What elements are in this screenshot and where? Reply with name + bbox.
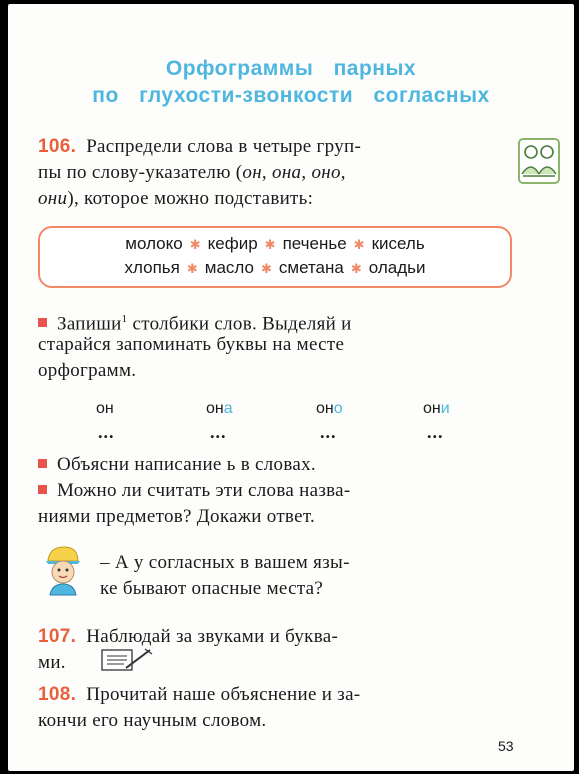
exercise-106-line1 [38, 134, 508, 160]
word-item: сметана [278, 258, 344, 277]
task-write-text1b: столбики слов. Выделяй и [127, 313, 352, 335]
bullet-marker [38, 485, 47, 494]
column-stem: он [206, 400, 224, 417]
task-nouns-line1 [38, 478, 508, 504]
exercise-107-line2: ми. [38, 652, 66, 673]
dialog-line1: – А у согласных в вашем язы- [100, 552, 350, 573]
column-head-ona [206, 400, 233, 418]
task-explain-text: Объясни написание ь в словах. [57, 454, 316, 475]
column-ending: а [223, 400, 233, 417]
column-head-oni [423, 400, 450, 418]
task-nouns-text: Можно ли считать эти слова назва- [57, 480, 351, 501]
column-dots: ... [427, 422, 444, 442]
dialog-line2: ке бывают опасные места? [100, 578, 324, 599]
word-row-1: молоко ✱ кефир ✱ печенье ✱ кисель [125, 234, 425, 253]
column-head-ono [316, 400, 343, 418]
exercise-108-number: 108. [38, 684, 77, 705]
column-ending: и [440, 400, 450, 417]
exercise-106-text2: пы по слову-указателю ( [38, 162, 243, 183]
exercise-106-text1: Распредели слова в четыре груп- [86, 136, 362, 157]
boy-character-icon [40, 544, 86, 596]
task-write-line2: старайся запоминать буквы на месте [38, 334, 345, 355]
word-row-2: хлопья ✱ масло ✱ сметана ✱ оладьи [124, 258, 426, 277]
task-explain-line1 [38, 452, 508, 478]
exercise-107-text1: Наблюдай за звуками и буква- [86, 626, 339, 647]
column-stem: он [316, 400, 334, 417]
notebook-pencil-icon [100, 646, 156, 672]
column-stem: он [423, 400, 441, 417]
exercise-106-number: 106. [38, 136, 77, 157]
column-dots: ... [320, 422, 337, 442]
word-item: хлопья [124, 258, 180, 277]
section-title-line2: по глухости-звонкости согласных [92, 84, 490, 107]
word-item: масло [204, 258, 254, 277]
column-head-on [96, 400, 114, 418]
textbook-page [8, 4, 574, 771]
column-stem: он [96, 400, 114, 417]
exercise-107-number: 107. [38, 626, 77, 647]
pointer-word-ona: она [272, 162, 302, 183]
pointer-word-ono: оно [311, 162, 341, 183]
exercise-106-line2: пы по слову-указателю (он, она, оно, [38, 162, 346, 183]
exercise-108-text1: Прочитай наше объяснение и за- [86, 684, 361, 705]
bullet-marker [38, 318, 47, 327]
word-item: кисель [371, 234, 425, 253]
task-nouns-line2: ниями предметов? Докажи ответ. [38, 506, 316, 527]
word-item: кефир [207, 234, 258, 253]
column-ending: о [333, 400, 343, 417]
pointer-word-on: он [242, 162, 262, 183]
word-item: оладьи [368, 258, 426, 277]
word-item: печенье [282, 234, 347, 253]
page-number: 53 [498, 738, 514, 754]
word-list-box [38, 226, 512, 288]
column-dots: ... [98, 422, 115, 442]
task-write-line3: орфограмм. [38, 360, 137, 381]
word-item: молоко [125, 234, 183, 253]
pair-work-icon [518, 138, 560, 184]
exercise-106-line3 [38, 186, 508, 212]
bullet-marker [38, 459, 47, 468]
exercise-108-line1 [38, 682, 508, 708]
exercise-106-text3: ), которое можно подставить: [67, 188, 314, 209]
section-title-line1: Орфограммы парных [165, 57, 417, 80]
pointer-word-oni: они [38, 188, 68, 209]
column-dots: ... [210, 422, 227, 442]
exercise-108-line2: кончи его научным словом. [38, 710, 267, 731]
footnote-mark: 1 [121, 313, 128, 325]
task-write-text1a: Запиши [57, 313, 122, 335]
